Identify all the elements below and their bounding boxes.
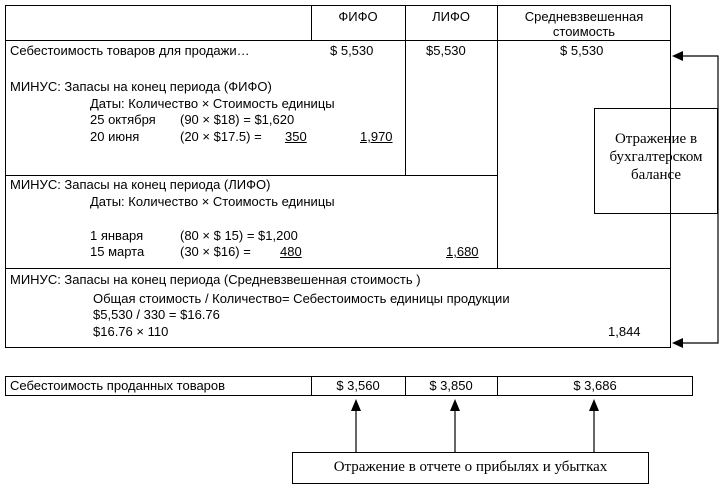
fifo-row2-calc: (20 × $17.5) = xyxy=(180,129,262,144)
goods-available-lifo: $5,530 xyxy=(426,43,466,58)
lifo-row2-date: 15 марта xyxy=(90,244,145,259)
arrowhead-balance-bottom xyxy=(672,338,683,348)
fifo-row2-amount: 350 xyxy=(285,129,307,144)
cogs-fifo: $ 3,560 xyxy=(336,378,380,393)
lifo-row1-calc: (80 × $ 15) = $1,200 xyxy=(180,228,298,243)
header-weighted-line1: Средневзвешенная xyxy=(524,9,644,24)
cogs-weighted: $ 3,686 xyxy=(573,378,617,393)
arrowhead-income-weighted xyxy=(589,399,599,411)
header-weighted-line2: стоимость xyxy=(552,24,616,39)
lifo-total: 1,680 xyxy=(446,244,479,259)
lifo-section-title: МИНУС: Запасы на конец периода (ЛИФО) xyxy=(10,177,271,192)
weighted-section-title: МИНУС: Запасы на конец периода (Средневзвешенная стоимость ) xyxy=(10,272,421,287)
goods-available-fifo: $ 5,530 xyxy=(330,43,374,58)
header-lifo: ЛИФО xyxy=(432,9,470,24)
weighted-total: 1,844 xyxy=(608,324,641,339)
header-fifo: ФИФО xyxy=(338,9,378,24)
balance-note-line3: балансе xyxy=(630,167,682,183)
goods-available-weighted: $ 5,530 xyxy=(560,43,604,58)
fifo-section-columns: Даты: Количество × Стоимость единицы xyxy=(90,96,335,111)
arrowhead-income-lifo xyxy=(450,399,460,411)
balance-bracket-top xyxy=(680,56,718,162)
income-note-text: Отражение в отчете о прибылях и убытках xyxy=(333,459,608,475)
lifo-section-columns: Даты: Количество × Стоимость единицы xyxy=(90,194,335,209)
weighted-formula: Общая стоимость / Количество= Себестоимость единицы продукции xyxy=(93,291,510,306)
lifo-row2-calc: (30 × $16) = xyxy=(180,244,251,259)
fifo-row1-calc: (90 × $18) = $1,620 xyxy=(180,112,295,127)
balance-note-line1: Отражение в xyxy=(614,131,698,147)
goods-available-label: Себестоимость товаров для продажи… xyxy=(10,43,250,58)
fifo-row1-date: 25 октября xyxy=(90,112,156,127)
weighted-calc: $5,530 / 330 = $16.76 xyxy=(93,307,220,322)
fifo-total: 1,970 xyxy=(360,129,393,144)
lifo-row2-amount: 480 xyxy=(280,244,302,259)
weighted-calc2: $16.76 × 110 xyxy=(93,324,169,339)
arrowhead-balance-top xyxy=(672,51,683,61)
fifo-row2-date: 20 июня xyxy=(90,129,140,144)
lifo-row1-date: 1 января xyxy=(90,228,144,243)
fifo-section-title: МИНУС: Запасы на конец периода (ФИФО) xyxy=(10,79,272,94)
arrowhead-income-fifo xyxy=(351,399,361,411)
balance-bracket-bottom xyxy=(680,162,718,343)
cogs-lifo: $ 3,850 xyxy=(429,378,473,393)
cogs-label: Себестоимость проданных товаров xyxy=(10,378,226,393)
balance-note-line2: бухгалтерском xyxy=(609,149,703,165)
